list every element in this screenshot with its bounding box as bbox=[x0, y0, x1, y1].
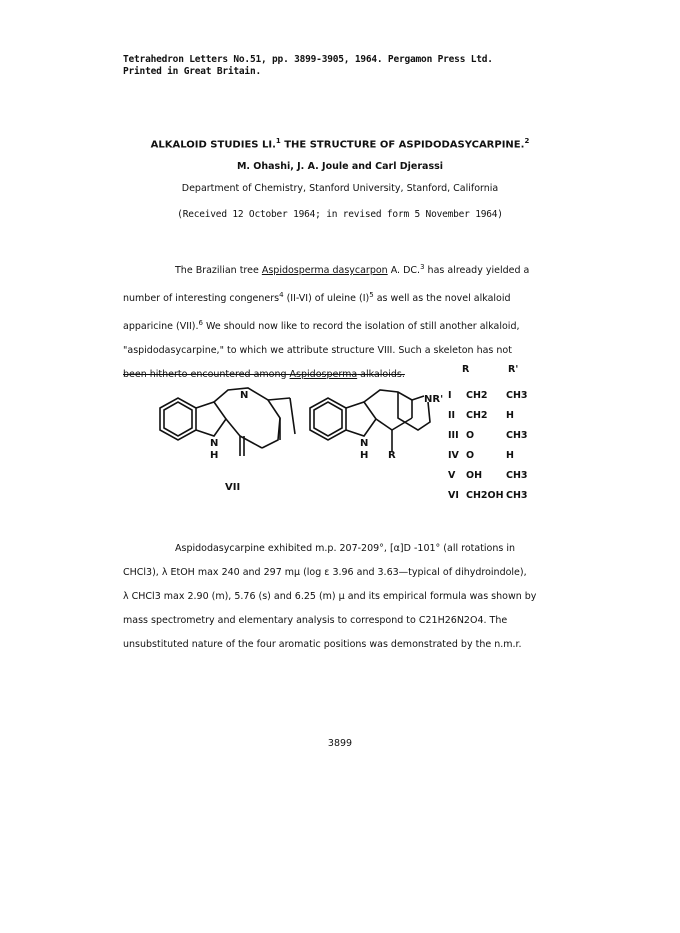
paragraph-2: Aspidodasycarpine exhibited m.p. 207-209°, [α]D -101° (all rotations in CHCl3), λ EtOH max 240 and 297 mμ (log ε 3.96 and 3.63—typical of dihydroindole), λ CHCl3 max 2.90 (m), 5.76 (s) and 6.25 (m) μ and its empirical formula was shown by mass spectrometry and elementary analysis to correspond to C21H26N2O4. The unsubstituted nature of the four aromatic positions was demonstrated by the n.m.r. bbox=[123, 543, 537, 650]
authors: M. Ohashi, J. A. Joule and Carl Djerassi bbox=[236, 161, 444, 172]
n-label-viii: N bbox=[360, 438, 369, 449]
table-row-roman: I bbox=[448, 390, 452, 401]
table-row-r-prime: CH3 bbox=[506, 470, 528, 481]
table-row-r: CH2 bbox=[466, 410, 488, 421]
table-row-roman: IV bbox=[448, 450, 459, 461]
benzene-ring-viii bbox=[310, 398, 346, 440]
table-row-r: OH bbox=[466, 470, 483, 481]
table-header-r-prime: R' bbox=[508, 364, 519, 375]
article-title: ALKALOID STUDIES LI.$^1$ THE STRUCTURE OF ASPIDODASYCARPINE.$^2$ bbox=[150, 137, 530, 151]
compound-label-vii: VII bbox=[225, 482, 241, 493]
table-header-r: R bbox=[462, 364, 470, 375]
printed-in-line: Printed in Great Britain. bbox=[123, 66, 261, 77]
n-label-vii-2: N bbox=[210, 438, 219, 449]
substituent-table bbox=[448, 364, 528, 501]
table-row-r: CH2 bbox=[466, 390, 488, 401]
h-label-vii: H bbox=[210, 450, 219, 461]
received-line: (Received 12 October 1964; in revised form 5 November 1964) bbox=[177, 209, 503, 220]
table-row-r-prime: CH3 bbox=[506, 430, 528, 441]
benzene-ring-vii bbox=[160, 398, 196, 440]
table-row-r-prime: H bbox=[506, 450, 514, 461]
table-row-r-prime: H bbox=[506, 410, 514, 421]
table-row-r: O bbox=[466, 430, 475, 441]
chemical-structures-figure bbox=[130, 364, 560, 528]
table-row-roman: V bbox=[448, 470, 456, 481]
r-label-viii: R bbox=[388, 450, 396, 461]
paragraph-1: The Brazilian tree Aspidosperma dasycarpon A. DC.$^3$ has already yielded a number of interesting congeners$^4$ (II-VI) of uleine $(I)^5$ as well as the novel alkaloid apparicine (VII).$^6$ We should now like to record the isolation of still another alkaloid, "aspidodasycarpine," to which we attribute structure VIII. Such a skeleton has not been hitherto encountered among Aspidosperma alkaloids. bbox=[123, 263, 530, 381]
table-row-r-prime: CH3 bbox=[506, 490, 528, 501]
n-label-vii: N bbox=[240, 390, 249, 401]
table-row-roman: III bbox=[448, 430, 459, 441]
table-row-r-prime: CH3 bbox=[506, 390, 528, 401]
table-row-roman: II bbox=[448, 410, 456, 421]
nr-label-viii: NR' bbox=[424, 394, 444, 405]
page-number: 3899 bbox=[327, 738, 353, 749]
h-label-viii: H bbox=[360, 450, 369, 461]
table-row-roman: VI bbox=[448, 490, 459, 501]
affiliation: Department of Chemistry, Stanford University, Stanford, California bbox=[181, 183, 499, 194]
table-row-r: CH2OH bbox=[466, 490, 504, 501]
journal-citation: Tetrahedron Letters No.51, pp. 3899-3905, 1964. Pergamon Press Ltd. bbox=[123, 54, 493, 65]
table-row-r: O bbox=[466, 450, 475, 461]
